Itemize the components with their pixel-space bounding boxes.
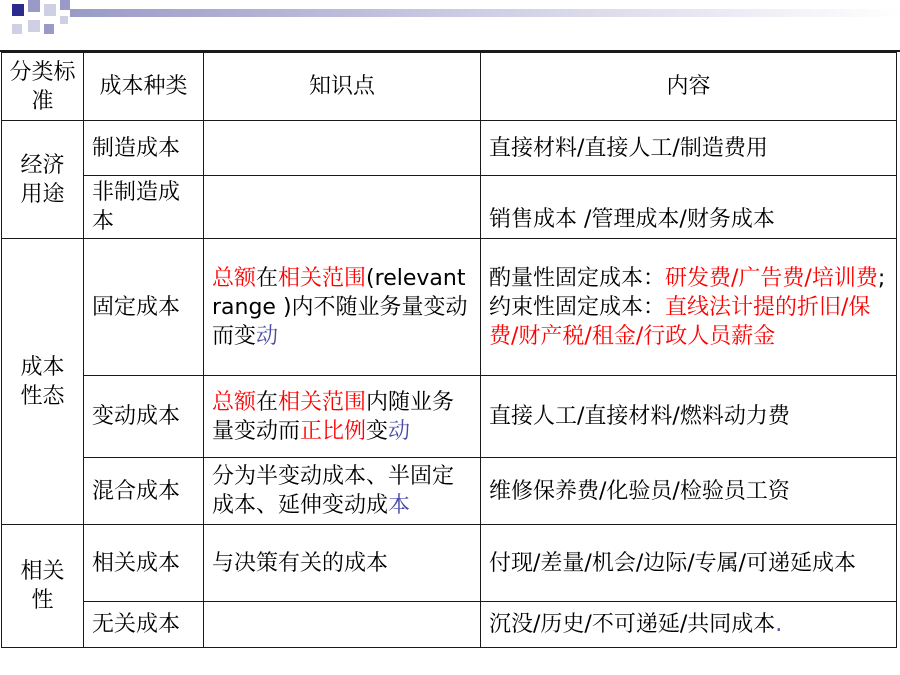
cost-type-cell: 相关成本 <box>84 525 204 602</box>
table-row <box>2 525 897 602</box>
knowledge-cell <box>204 121 481 176</box>
knowledge-cell <box>204 176 481 239</box>
content-cell: 直接人工/直接材料/燃料动力费 <box>481 376 897 458</box>
knowledge-cell: 总额在相关范围(relevant range )内不随业务量变动而变动 <box>204 239 481 376</box>
cost-type-cell: 制造成本 <box>84 121 204 176</box>
cost-type-cell: 混合成本 <box>84 458 204 525</box>
cost-type-cell: 固定成本 <box>84 239 204 376</box>
header-category: 分类标准 <box>2 53 84 121</box>
content-cell: 销售成本 /管理成本/财务成本 <box>481 176 897 239</box>
table-row <box>2 176 897 239</box>
content-cell: 酌量性固定成本：研发费/广告费/培训费; 约束性固定成本：直线法计提的折旧/保费/财产税/租金/行政人员薪金 <box>481 239 897 376</box>
decorative-top-bar <box>70 9 900 17</box>
knowledge-cell: 总额在相关范围内随业务量变动而正比例变动 <box>204 376 481 458</box>
table-row <box>2 239 897 376</box>
text-relevant-range: 相关范围 <box>278 265 367 291</box>
category-cost-behavior: 成本性态 <box>2 239 84 525</box>
header-content: 内容 <box>481 53 897 121</box>
table-header-row <box>2 53 897 121</box>
cost-type-cell: 非制造成本 <box>84 176 204 239</box>
table-row <box>2 602 897 648</box>
cost-classification-table <box>1 52 897 648</box>
category-economic-use: 经济用途 <box>2 121 84 239</box>
knowledge-cell <box>204 602 481 648</box>
header-knowledge: 知识点 <box>204 53 481 121</box>
text-total-amount: 总额 <box>212 265 257 291</box>
content-cell: 维修保养费/化验员/检验员工资 <box>481 458 897 525</box>
content-cell: 直接材料/直接人工/制造费用 <box>481 121 897 176</box>
knowledge-cell: 分为半变动成本、半固定成本、延伸变动成本 <box>204 458 481 525</box>
table-row <box>2 458 897 525</box>
header-cost-type: 成本种类 <box>84 53 204 121</box>
cost-type-cell: 变动成本 <box>84 376 204 458</box>
category-relevance: 相关性 <box>2 525 84 648</box>
knowledge-cell: 与决策有关的成本 <box>204 525 481 602</box>
cost-type-cell: 无关成本 <box>84 602 204 648</box>
table-row <box>2 376 897 458</box>
table-row <box>2 121 897 176</box>
content-cell: 沉没/历史/不可递延/共同成本. <box>481 602 897 648</box>
content-cell: 付现/差量/机会/边际/专属/可递延成本 <box>481 525 897 602</box>
